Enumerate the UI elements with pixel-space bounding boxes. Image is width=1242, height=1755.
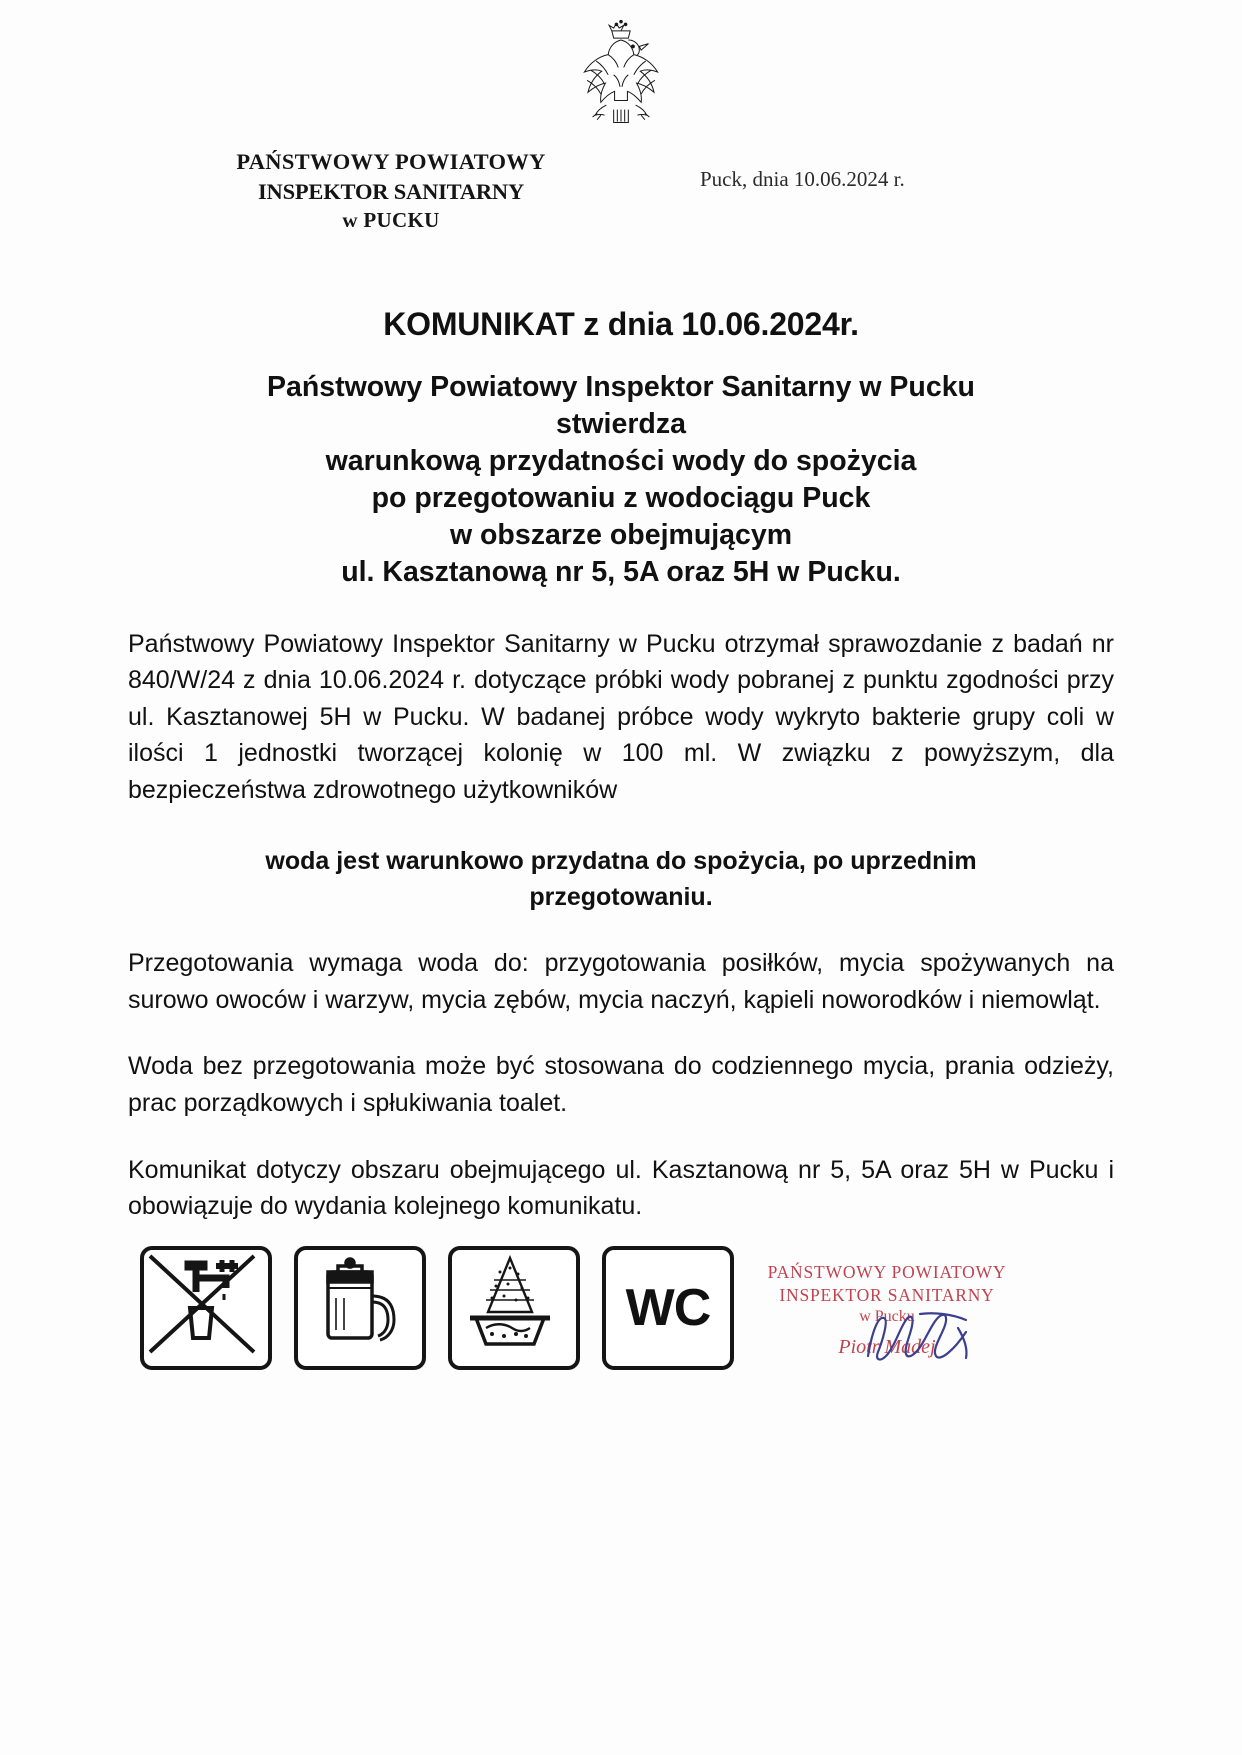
document-header xyxy=(0,0,1242,234)
declaration-line-6: ul. Kasztanową nr 5, 5A oraz 5H w Pucku. xyxy=(341,556,901,589)
emphasis-line-2: przegotowaniu. xyxy=(529,882,713,911)
boiling-pot-icon xyxy=(448,1246,580,1370)
official-stamp xyxy=(752,1262,1022,1359)
handwritten-signature-icon xyxy=(862,1298,992,1368)
pictogram-row xyxy=(140,1246,734,1370)
stamp-signer-name: Piotr Madej xyxy=(838,1336,936,1358)
office-line-3: w PUCKU xyxy=(342,207,440,232)
no-tap-water-icon xyxy=(140,1246,272,1370)
paragraph-scope: Komunikat dotyczy obszaru obejmującego ul. Kasztanową nr 5, 5A oraz 5H w Pucku i obowiązuje do wydania kolejnego komunikatu. xyxy=(128,1155,1114,1221)
office-line-2: INSPEKTOR SANITARNY xyxy=(257,178,525,204)
emphasis-statement xyxy=(128,843,1114,916)
place-and-date: Puck, dnia 10.06.2024 r. xyxy=(700,167,905,191)
declaration-block xyxy=(0,369,1242,591)
office-name xyxy=(0,147,1242,234)
wc-toilet-icon xyxy=(602,1246,734,1370)
title-block xyxy=(0,306,1242,591)
declaration-line-2: stwierdza xyxy=(556,408,686,441)
declaration-line-4: po przegotowaniu z wodociągu Puck xyxy=(371,482,871,515)
wc-label: WC xyxy=(625,1279,711,1337)
paragraph-boiling-required: Przegotowania wymaga woda do: przygotowania posiłków, mycia spożywanych na surowo owoców i warzyw, mycia zębów, mycia naczyń, kąpieli noworodków i niemowląt. xyxy=(128,949,1114,1014)
declaration-line-1: Państwowy Powiatowy Inspektor Sanitarny w Pucku xyxy=(267,371,975,404)
stamp-line-2: INSPEKTOR SANITARNY xyxy=(779,1285,995,1305)
declaration-line-5: w obszarze obejmującym xyxy=(449,519,793,552)
stamp-line-1: PAŃSTWOWY POWIATOWY xyxy=(767,1262,1007,1282)
paragraph-unboiled-uses: Woda bez przegotowania może być stosowana do codziennego mycia, prania odzieży, prac porządkowych i spłukiwania toalet. xyxy=(128,1052,1114,1118)
stamp-line-3: w Pucku xyxy=(859,1308,915,1325)
boil-kettle-icon xyxy=(294,1246,426,1370)
document-body xyxy=(128,626,1114,1225)
office-line-1: PAŃSTWOWY POWIATOWY xyxy=(236,149,546,175)
declaration-line-3: warunkową przydatności wody do spożycia xyxy=(325,445,917,478)
polish-eagle-emblem-icon xyxy=(566,18,676,137)
paragraph-findings: Państwowy Powiatowy Inspektor Sanitarny w Pucku otrzymał sprawozdanie z badań nr 840/W/24 z dnia 10.06.2024 r. dotyczące próbki wody pobranej z punktu zgodności przy ul. Kasztanowej 5H w Pucku. W badanej próbce wody wykryto bakterie grupy coli w ilości 1 jednostki tworzącej kolonię w 100 ml. W związku z powyższym, dla bezpieczeństwa zdrowotnego użytkowników xyxy=(128,629,1114,805)
emphasis-line-1: woda jest warunkowo przydatna do spożycia, po uprzednim xyxy=(265,846,977,875)
page-title: KOMUNIKAT z dnia 10.06.2024r. xyxy=(383,306,859,343)
